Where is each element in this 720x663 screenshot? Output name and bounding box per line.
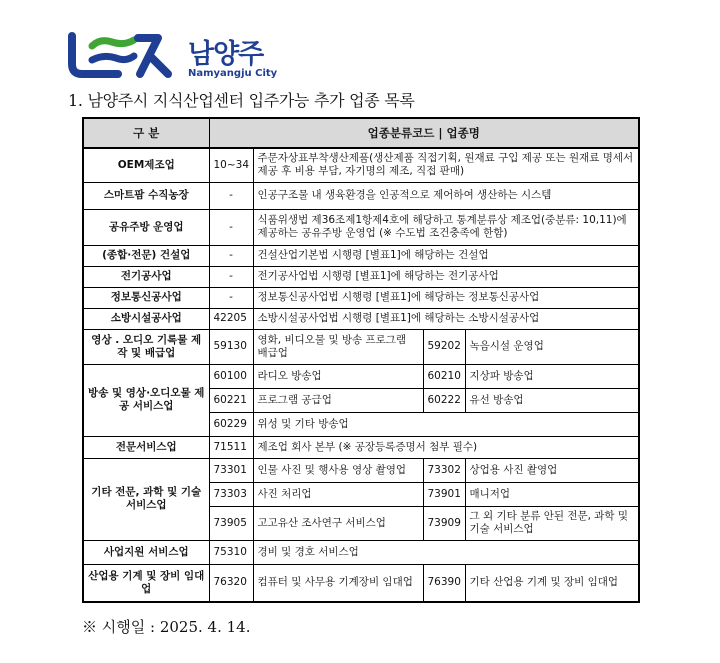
row-category: OEM제조업	[83, 148, 209, 182]
row-code: 60229	[209, 412, 253, 436]
row-code: 76390	[423, 564, 465, 602]
row-desc: 컴퓨터 및 사무용 기계장비 임대업	[253, 564, 423, 602]
row-code: 73302	[423, 458, 465, 482]
row-category: 사업지원 서비스업	[83, 540, 209, 564]
row-category: 방송 및 영상·오디오물 제공 서비스업	[83, 364, 209, 436]
row-desc: 지상파 방송업	[465, 364, 639, 388]
row-code: 73905	[209, 506, 253, 540]
row-desc: 라디오 방송업	[253, 364, 423, 388]
row-code: 75310	[209, 540, 253, 564]
row-desc: 영화, 비디오물 및 방송 프로그램 배급업	[253, 329, 423, 364]
table-row	[83, 458, 639, 482]
row-code: 73901	[423, 482, 465, 506]
row-category: (종합·전문) 건설업	[83, 245, 209, 266]
table-row	[83, 564, 639, 602]
effective-date-note: ※ 시행일 : 2025. 4. 14.	[82, 618, 251, 636]
row-desc: 그 외 기타 분류 안된 전문, 과학 및 기술 서비스업	[465, 506, 639, 540]
row-desc: 인공구조물 내 생육환경을 인공적으로 제어하여 생산하는 시스템	[253, 182, 639, 209]
row-desc: 매니저업	[465, 482, 639, 506]
row-code: -	[209, 266, 253, 287]
row-category: 스마트팜 수직농장	[83, 182, 209, 209]
table-row	[83, 287, 639, 308]
row-code: -	[209, 182, 253, 209]
row-code: 60221	[209, 388, 253, 412]
row-desc: 고고유산 조사연구 서비스업	[253, 506, 423, 540]
header-code-name: 업종분류코드 | 업종명	[209, 118, 639, 148]
table-row	[83, 148, 639, 182]
row-desc: 식품위생법 제36조제1항제4호에 해당하고 통계분류상 제조업(중분류: 10,11)에 제공하는 공유주방 운영업 (※ 수도법 조건충족에 한함)	[253, 209, 639, 245]
row-category: 전기공사업	[83, 266, 209, 287]
row-desc: 전기공사업법 시행령 [별표1]에 해당하는 전기공사업	[253, 266, 639, 287]
row-category: 영상 . 오디오 기록물 제작 및 배급업	[83, 329, 209, 364]
namyangju-logo-mark-icon	[68, 30, 180, 80]
row-code: -	[209, 287, 253, 308]
table-row	[83, 540, 639, 564]
row-code: 59130	[209, 329, 253, 364]
row-code: 60222	[423, 388, 465, 412]
row-desc: 사진 처리업	[253, 482, 423, 506]
row-desc: 주문자상표부착생산제품(생산제품 직접기획, 원재료 구입 제공 또는 원재료 명세서 제공 후 비용 부담, 자기명의 제조, 직접 판매)	[253, 148, 639, 182]
row-desc: 제조업 회사 본부 (※ 공장등록증명서 첨부 필수)	[253, 436, 639, 458]
header-category: 구 분	[83, 118, 209, 148]
logo-name-ko: 남양주	[188, 39, 264, 70]
row-desc: 인물 사진 및 행사용 영상 촬영업	[253, 458, 423, 482]
row-category: 정보통신공사업	[83, 287, 209, 308]
row-code: 73301	[209, 458, 253, 482]
row-desc: 정보통신공사업법 시행령 [별표1]에 해당하는 정보통신공사업	[253, 287, 639, 308]
logo-name-en: Namyangju City	[188, 68, 278, 79]
row-code: -	[209, 209, 253, 245]
table-row	[83, 364, 639, 388]
row-code: 71511	[209, 436, 253, 458]
row-desc: 건설산업기본법 시행령 [별표1]에 해당하는 건설업	[253, 245, 639, 266]
row-code: 73909	[423, 506, 465, 540]
table-row	[83, 436, 639, 458]
row-desc: 상업용 사진 촬영업	[465, 458, 639, 482]
row-code: 76320	[209, 564, 253, 602]
row-desc: 위성 및 기타 방송업	[253, 412, 639, 436]
table-header-row	[83, 118, 639, 148]
row-code: -	[209, 245, 253, 266]
row-code: 73303	[209, 482, 253, 506]
row-category: 공유주방 운영업	[83, 209, 209, 245]
table-row	[83, 266, 639, 287]
industry-table	[82, 117, 640, 603]
row-category: 전문서비스업	[83, 436, 209, 458]
table-row	[83, 308, 639, 329]
row-code: 60210	[423, 364, 465, 388]
city-logo	[68, 30, 278, 80]
table-row	[83, 245, 639, 266]
row-desc: 기타 산업용 기계 및 장비 임대업	[465, 564, 639, 602]
table-row	[83, 209, 639, 245]
table-row	[83, 329, 639, 364]
document-heading: 1. 남양주시 지식산업센터 입주가능 추가 업종 목록	[68, 91, 415, 110]
row-code: 10~34	[209, 148, 253, 182]
row-desc: 소방시설공사업법 시행령 [별표1]에 해당하는 소방시설공사업	[253, 308, 639, 329]
row-desc: 프로그램 공급업	[253, 388, 423, 412]
row-code: 42205	[209, 308, 253, 329]
row-category: 소방시설공사업	[83, 308, 209, 329]
row-desc: 녹음시설 운영업	[465, 329, 639, 364]
table-row	[83, 182, 639, 209]
row-category: 산업용 기계 및 장비 임대업	[83, 564, 209, 602]
row-code: 60100	[209, 364, 253, 388]
row-category: 기타 전문, 과학 및 기술 서비스업	[83, 458, 209, 540]
row-desc: 경비 및 경호 서비스업	[253, 540, 639, 564]
row-code: 59202	[423, 329, 465, 364]
row-desc: 유선 방송업	[465, 388, 639, 412]
